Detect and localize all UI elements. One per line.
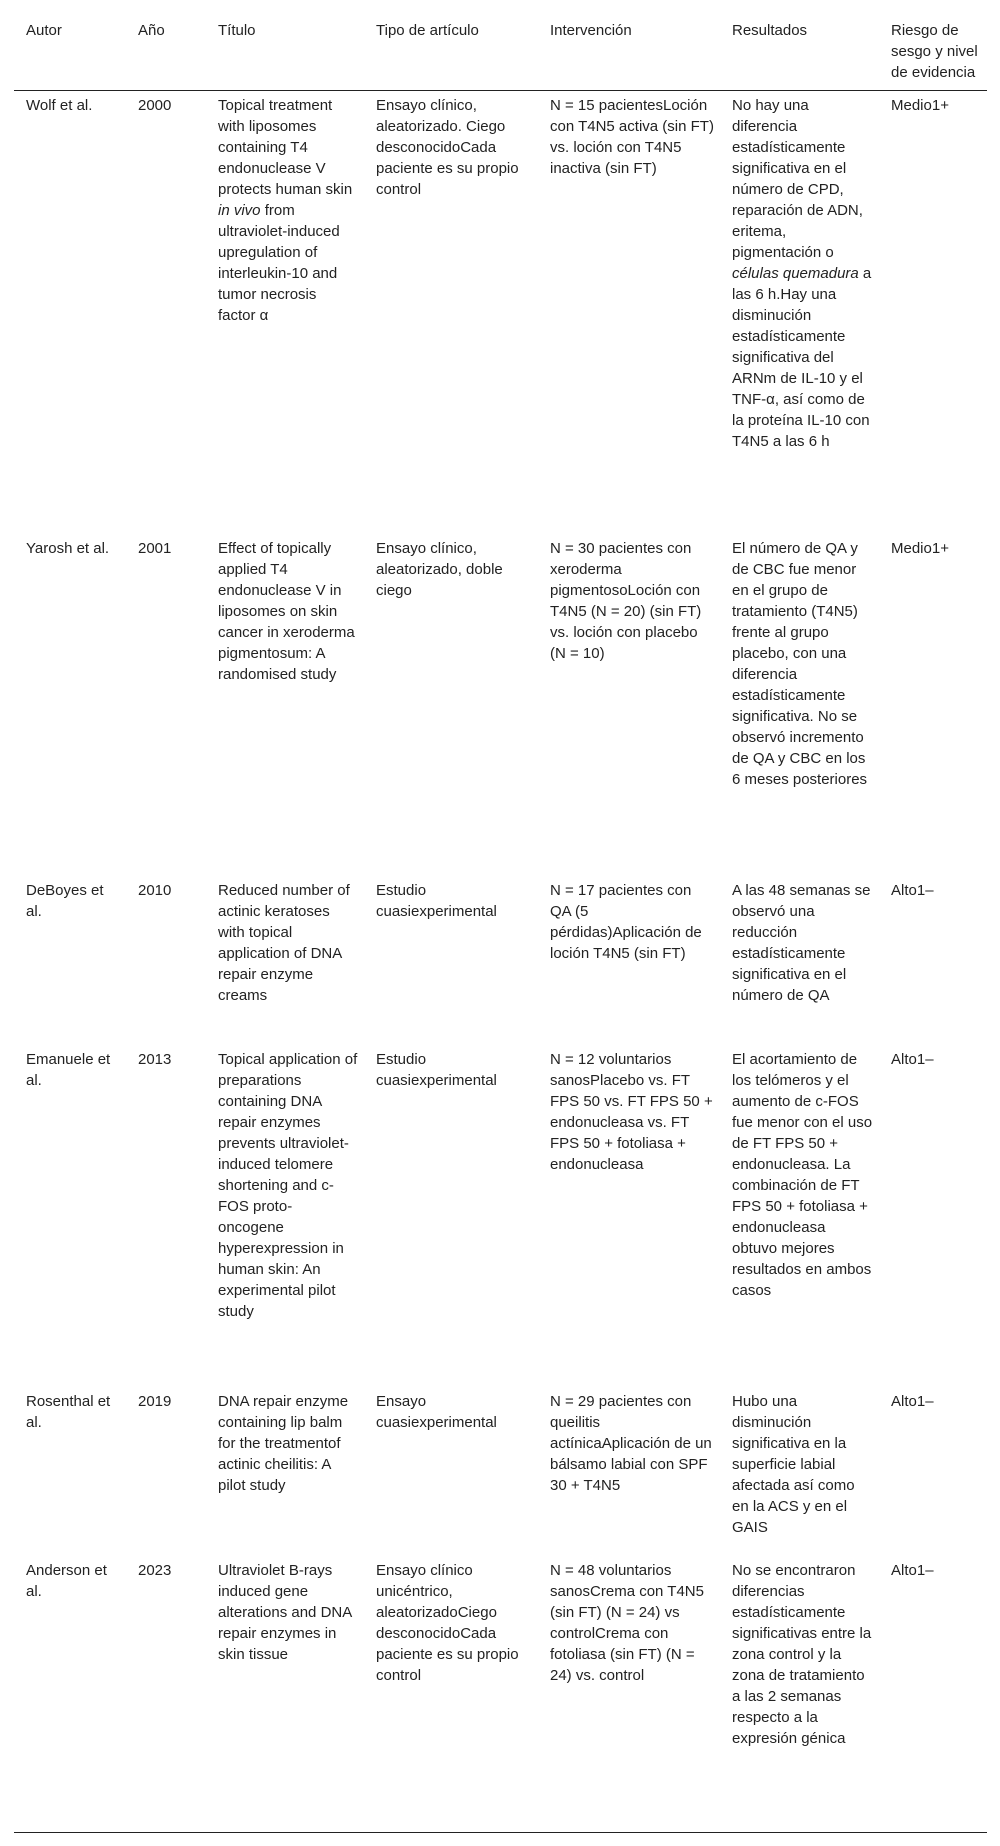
- header-titulo: Título: [206, 8, 364, 91]
- cell-tipo: Estudio cuasiexperimental: [376, 882, 497, 920]
- cell-anio: 2013: [138, 1051, 172, 1068]
- table-body: [14, 91, 987, 1833]
- cell-riesgo: Alto1–: [891, 1393, 934, 1410]
- header-autor: Autor: [14, 8, 126, 91]
- cell-anio: 2023: [126, 1556, 206, 1833]
- table-header: [14, 8, 987, 91]
- cell-intervencion: N = 48 voluntarios sanosCrema con T4N5 (sin FT) (N = 24) vs controlCrema con fotoliasa (sin FT) (N = 24) vs. control: [538, 1556, 720, 1833]
- cell-intervencion: N = 30 pacientes con xeroderma pigmentosoLoción con T4N5 (N = 20) (sin FT) vs. loción con placebo (N = 10): [550, 540, 702, 662]
- cell-resultados: El acortamiento de los telómeros y el aumento de c-FOS fue menor con el uso de FT FPS 50 + endonucleasa. La combinación de FT FPS 50 + fotoliasa + endonucleasa obtuvo mejores resultados en ambos casos: [732, 1051, 873, 1299]
- table-row: [14, 534, 987, 876]
- table-row: [14, 91, 987, 535]
- header-riesgo: Riesgo de sesgo y nivel de evidencia: [879, 8, 987, 91]
- header-resultados: Resultados: [720, 8, 879, 91]
- cell-resultados: [720, 91, 879, 535]
- cell-resultados: El número de QA y de CBC fue menor en el grupo de tratamiento (T4N5) frente al grupo placebo, con una diferencia estadísticamente significativa. No se observó incremento de QA y CBC en los 6 meses posteriores: [732, 540, 868, 788]
- cell-intervencion: N = 15 pacientesLoción con T4N5 activa (sin FT) vs. loción con T4N5 inactiva (sin FT): [550, 97, 714, 177]
- cell-riesgo: Medio1+: [891, 97, 949, 114]
- cell-resultados: No se encontraron diferencias estadísticamente significativas entre la zona control y la zona de tratamiento a las 2 semanas respecto a la expresión génica: [720, 1556, 879, 1833]
- header-row: [14, 8, 987, 91]
- cell-autor: Rosenthal et al.: [26, 1393, 111, 1431]
- table-row: [14, 1387, 987, 1556]
- cell-resultados: A las 48 semanas se observó una reducción estadísticamente significativa en el número de QA: [732, 882, 871, 1004]
- cell-tipo: Ensayo clínico, aleatorizado, doble ciego: [376, 540, 503, 599]
- cell-riesgo: Alto1–: [891, 882, 934, 899]
- titulo-text: from ultraviolet-induced upregulation of interleukin-10 and tumor necrosis factor α: [218, 202, 340, 324]
- cell-tipo: Ensayo clínico, aleatorizado. Ciego desconocidoCada paciente es su propio control: [376, 97, 519, 198]
- titulo-italic: in vivo: [218, 202, 261, 219]
- cell-intervencion: N = 12 voluntarios sanosPlacebo vs. FT FPS 50 vs. FT FPS 50 + endonucleasa vs. FT FPS 50 + fotoliasa + endonucleasa: [550, 1051, 713, 1173]
- cell-tipo: Ensayo clínico unicéntrico, aleatorizadoCiego desconocidoCada paciente es su propio control: [364, 1556, 538, 1833]
- cell-riesgo: Medio1+: [891, 540, 949, 557]
- cell-autor: Anderson et al.: [14, 1556, 126, 1833]
- cell-riesgo: Alto1–: [891, 1051, 934, 1068]
- resultados-text: No hay una diferencia estadísticamente significativa en el número de CPD, reparación de ADN, eritema, pigmentación o: [732, 97, 863, 261]
- resultados-text: a las 6 h.Hay una disminución estadísticamente significativa del ARNm de IL-10 y el TNF-α, así como de la proteína IL-10 con T4N5 a las 6 h: [732, 265, 872, 450]
- table-row: [14, 1045, 987, 1387]
- cell-autor: Emanuele et al.: [26, 1051, 111, 1089]
- cell-titulo: DNA repair enzyme containing lip balm for the treatmentof actinic cheilitis: A pilot study: [218, 1393, 349, 1494]
- cell-tipo: Ensayo cuasiexperimental: [376, 1393, 497, 1431]
- cell-autor: Yarosh et al.: [26, 540, 110, 557]
- header-intervencion: Intervención: [538, 8, 720, 91]
- cell-titulo: Effect of topically applied T4 endonuclease V in liposomes on skin cancer in xeroderma pigmentosum: A randomised study: [218, 540, 355, 683]
- cell-anio: 2010: [138, 882, 172, 899]
- cell-riesgo: Alto1–: [879, 1556, 987, 1833]
- table-row: [14, 876, 987, 1045]
- cell-anio: 2019: [138, 1393, 172, 1410]
- resultados-italic: células quemadura: [732, 265, 859, 282]
- cell-intervencion: N = 17 pacientes con QA (5 pérdidas)Aplicación de loción T4N5 (sin FT): [550, 882, 702, 962]
- header-anio: Año: [126, 8, 206, 91]
- cell-autor: DeBoyes et al.: [26, 882, 104, 920]
- cell-titulo: [206, 91, 364, 535]
- cell-titulo: Reduced number of actinic keratoses with topical application of DNA repair enzyme creams: [218, 882, 350, 1004]
- cell-anio: 2000: [138, 97, 172, 114]
- cell-titulo: Ultraviolet B-rays induced gene alterations and DNA repair enzymes in skin tissue: [206, 1556, 364, 1833]
- titulo-text: Topical treatment with liposomes containing T4 endonuclease V protects human skin: [218, 97, 353, 198]
- cell-intervencion: N = 29 pacientes con queilitis actínicaAplicación de un bálsamo labial con SPF 30 + T4N5: [550, 1393, 712, 1494]
- table-row: [14, 1556, 987, 1833]
- cell-resultados: Hubo una disminución significativa en la superficie labial afectada así como en la ACS y en el GAIS: [732, 1393, 855, 1536]
- cell-tipo: Estudio cuasiexperimental: [376, 1051, 497, 1089]
- header-tipo: Tipo de artículo: [364, 8, 538, 91]
- cell-anio: 2001: [138, 540, 172, 557]
- cell-autor: Wolf et al.: [26, 97, 93, 114]
- evidence-table: [14, 8, 987, 1833]
- cell-titulo: Topical application of preparations containing DNA repair enzymes prevents ultraviolet-induced telomere shortening and c-FOS proto-oncogene hyperexpression in human skin: An experimental pilot study: [218, 1051, 358, 1320]
